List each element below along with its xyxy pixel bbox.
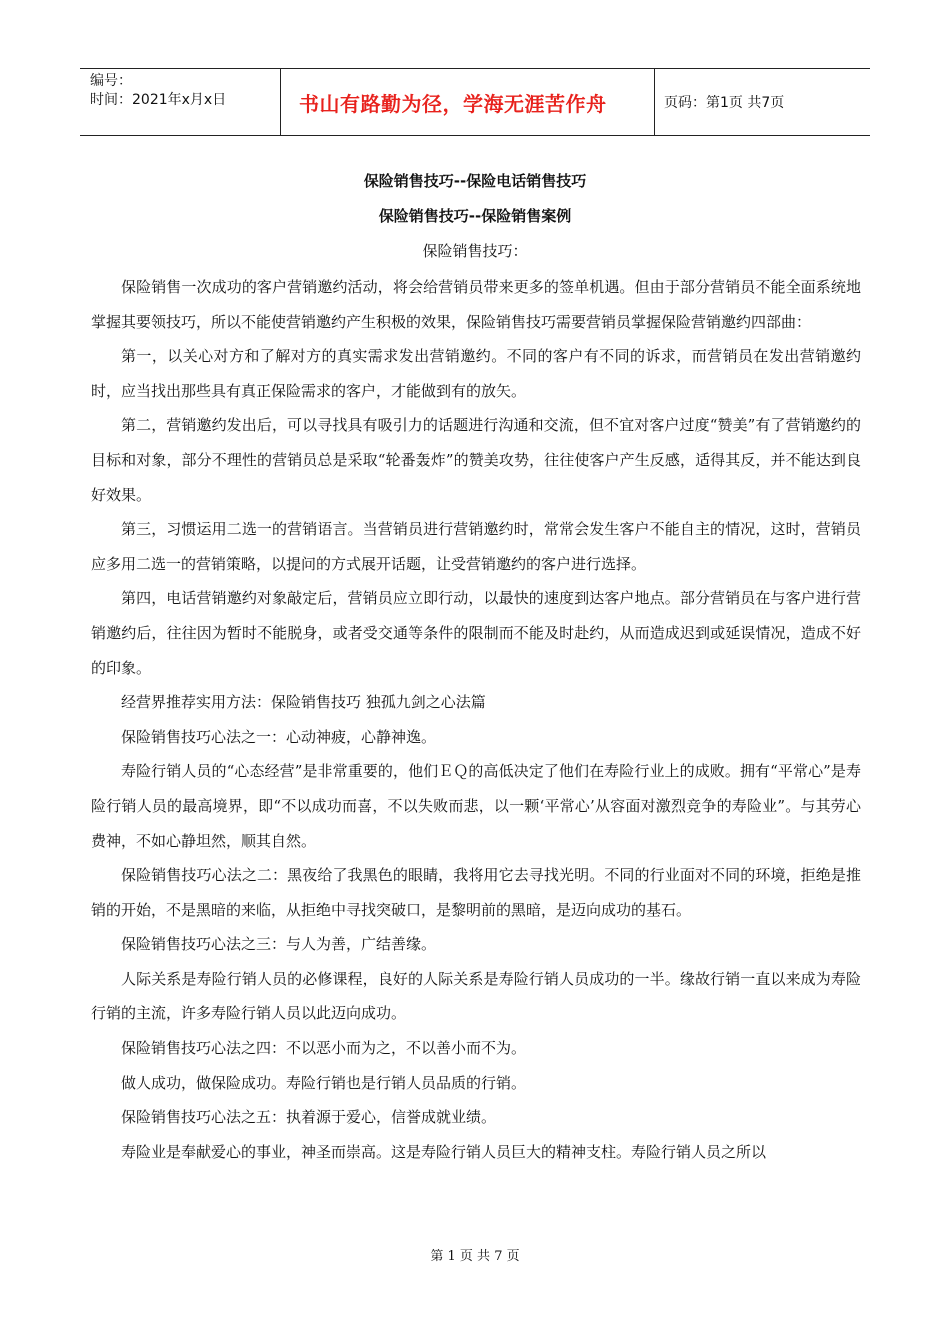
paragraph: 第四，电话营销邀约对象敲定后，营销员应立即行动，以最快的速度到达客户地点。部分营销员在与客户进行营销邀约后，往往因为暂时不能脱身，或者受交通等条件的限制而不能及时赴约，从而造成迟到或延误情况，造成不好的印象。 [91,589,861,677]
paragraph: 做人成功，做保险成功。寿险行销也是行销人员品质的行销。 [121,1073,527,1092]
paragraph: 人际关系是寿险行销人员的必修课程，良好的人际关系是寿险行销人员成功的一半。缘故行销一直以来成为寿险行销的主流，许多寿险行销人员以此迈向成功。 [91,969,861,1023]
paragraph: 保险销售技巧心法之三：与人为善，广结善缘。 [121,935,437,954]
paragraph: 经营界推荐实用方法：保险销售技巧 独孤九剑之心法篇 [121,693,486,712]
number-label: 编号： [90,73,132,89]
date-label: 时间：2021年x月x日 [90,92,227,108]
header-page-info: 页码：第1页 共7页 [664,95,785,111]
document-title-1: 保险销售技巧--保险电话销售技巧 [363,172,587,190]
paragraph: 第三，习惯运用二选一的营销语言。当营销员进行营销邀约时，常常会发生客户不能自主的情况，这时，营销员应多用二选一的营销策略，以提问的方式展开话题，让受营销邀约的客户进行选择。 [91,520,861,573]
paragraph: 寿险业是奉献爱心的事业，神圣而崇高。这是寿险行销人员巨大的精神支柱。寿险行销人员之所以 [121,1142,767,1161]
document-body [91,270,861,1169]
paragraph: 寿险行销人员的“心态经营”是非常重要的，他们ＥＱ的高低决定了他们在寿险行业上的成败。拥有“平常心”是寿险行销人员的最高境界，即“不以成功而喜，不以失败而悲，以一颗‘平常心’从容面对激烈竞争的寿险业”。与其劳心费神，不如心静坦然，顺其自然。 [91,762,861,850]
paragraph: 保险销售技巧心法之一：心动神疲，心静神逸。 [121,727,437,746]
paragraph: 第一，以关心对方和了解对方的真实需求发出营销邀约。不同的客户有不同的诉求，而营销员在发出营销邀约时，应当找出那些具有真正保险需求的客户，才能做到有的放矢。 [91,347,861,400]
paragraph: 第二，营销邀约发出后，可以寻找具有吸引力的话题进行沟通和交流，但不宜对客户过度“赞美”有了营销邀约的目标和对象，部分不理性的营销员总是采取“轮番轰炸”的赞美攻势，往往使客户产生反感，适得其反，并不能达到良好效果。 [91,416,861,504]
paragraph: 保险销售技巧心法之五：执着源于爱心，信誉成就业绩。 [121,1108,497,1127]
header-table [80,68,870,136]
document-title-2: 保险销售技巧--保险销售案例 [378,207,572,225]
paragraph: 保险销售技巧心法之四：不以恶小而为之，不以善小而不为。 [121,1039,527,1058]
document-subtitle: 保险销售技巧： [422,242,528,260]
header-motto: 书山有路勤为径，学海无涯苦作舟 [281,69,655,135]
paragraph: 保险销售一次成功的客户营销邀约活动，将会给营销员带来更多的签单机遇。但由于部分营销员不能全面系统地掌握其要领技巧，所以不能使营销邀约产生积极的效果，保险销售技巧需要营销员掌握保险营销邀约四部曲： [91,278,861,331]
paragraph: 保险销售技巧心法之二：黑夜给了我黑色的眼睛，我将用它去寻找光明。不同的行业面对不同的环境，拒绝是推销的开始，不是黑暗的来临，从拒绝中寻找突破口，是黎明前的黑暗，是迈向成功的基石。 [91,866,861,919]
page-footer: 第 1 页 共 7 页 [430,1249,520,1264]
header-meta [80,69,281,135]
